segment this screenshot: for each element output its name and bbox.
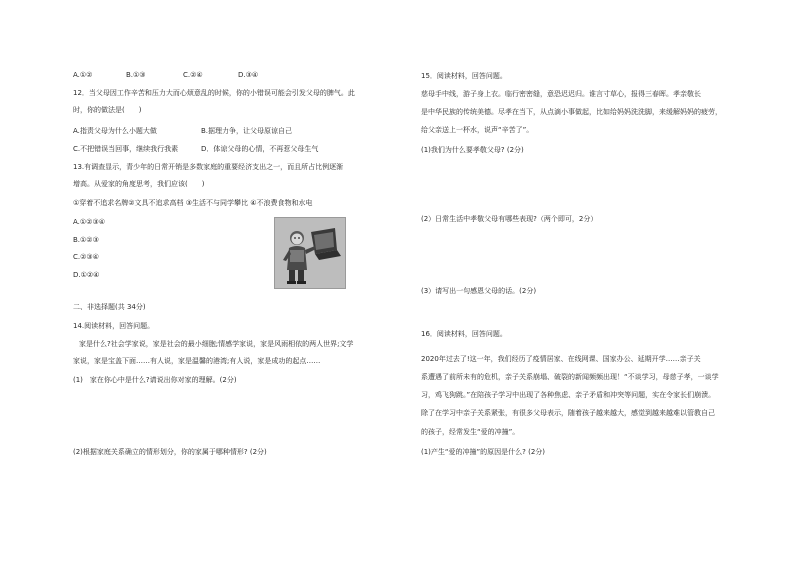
q14-para-line1: 家是什么?社会学家说，家是社会的最小细胞;情感学家说，家是风雨相依的两人世界;文学 xyxy=(79,340,354,348)
q16-para-line1: 2020年过去了!这一年，我们经历了疫情居家、在线网课、国家办公、延期开学……亲子关 xyxy=(421,355,701,363)
q16-sub1: (1)产生“爱的冲撞”的原因是什么? (2分) xyxy=(421,448,546,456)
student-laptop-icon xyxy=(275,218,345,288)
q11-option-c: C.②④ xyxy=(183,71,203,79)
q14-sub1: (1) 家在你心中是什么?请说出你对家的理解。(2分) xyxy=(73,376,237,384)
q12-stem-line1: 12．当父母因工作辛苦和压力大而心烦意乱的时候，你的小错误可能会引发父母的脾气。此 xyxy=(73,89,355,97)
q15-sub2: (2）日常生活中孝敬父母有哪些表现?（两个即可，2分） xyxy=(421,215,598,223)
q11-option-d: D.③④ xyxy=(238,71,259,79)
q13-option-c: C.②③④ xyxy=(73,253,99,261)
q14-para-line2: 家说，家是宝盖下面……有人说，家是温馨的港湾;有人说，家是成功的起点…… xyxy=(73,357,321,365)
q16-para-line4: 除了在学习中亲子关系紧张，有很多父母表示，随着孩子越来越大，感觉到越来越难以管教自己 xyxy=(421,409,715,417)
q14-title: 14.阅读材料，回答问题。 xyxy=(73,322,155,330)
student-laptop-illustration xyxy=(274,217,346,289)
q13-stem-line1: 13.有调查显示，青少年的日常开销是多数家庭的重要经济支出之一，而且所占比例逐渐 xyxy=(73,163,344,171)
q14-sub2: (2)根据家庭关系确立的情形划分，你的家属于哪种情形? (2分) xyxy=(73,448,267,456)
q12-option-c: C.不把错误当回事，继续我行我素 xyxy=(73,145,179,153)
q16-title: 16．阅读材料，回答问题。 xyxy=(421,330,507,338)
q15-para-line3: 给父亲送上一杯水，说声“辛苦了”。 xyxy=(421,126,534,134)
section-2-heading: 二、非选择题(共 34分) xyxy=(73,303,146,311)
q12-option-d: D．体谅父母的心情，不再惹父母生气 xyxy=(201,145,319,153)
q13-stem-line2: 增高。从爱家的角度思考，我们应该( ) xyxy=(73,180,205,188)
q11-option-b: B.①③ xyxy=(126,71,146,79)
q12-stem-line2: 时，你的做法是( ) xyxy=(73,106,142,114)
q15-para-line1: 慈母手中线，游子身上衣。临行密密缝，意恐迟迟归。谁言寸草心，报得三春晖。孝亲敬长 xyxy=(421,90,701,98)
q16-para-line2: 系遭遇了前所未有的危机，亲子关系崩塌、破裂的新闻频频出现！“不谈学习，母慈子孝，一谈学 xyxy=(421,373,719,381)
q13-option-a: A.①②③④ xyxy=(73,218,105,226)
q16-para-line5: 的孩子，经常发生“爱的冲撞”。 xyxy=(421,428,520,436)
q15-title: 15．阅读材料，回答问题。 xyxy=(421,72,507,80)
q12-option-a: A.指责父母为什么小题大做 xyxy=(73,127,157,135)
q15-sub1: (1)我们为什么要孝敬父母? (2分) xyxy=(421,146,524,154)
q12-option-b: B.据理力争，让父母原谅自己 xyxy=(201,127,293,135)
q16-para-line3: 习，鸡飞狗跳。”在陪孩子学习中出现了各种焦虑、亲子矛盾和冲突等问题，实在令家长们崩溃。 xyxy=(421,391,716,399)
q13-option-d: D.①②④ xyxy=(73,271,100,279)
q15-sub3: (3）请写出一句感恩父母的话。(2分) xyxy=(421,287,537,295)
q15-para-line2: 是中华民族的传统美德。尽孝在当下，从点滴小事做起，比如给妈妈洗洗脚，来缓解妈妈的疲劳， xyxy=(421,108,722,116)
q11-option-a: A.①② xyxy=(73,71,93,79)
q13-option-b: B.①②③ xyxy=(73,236,99,244)
q13-items: ①穿着不追求名牌②文具不追求高档 ③生活不与同学攀比 ④不浪费食物和水电 xyxy=(73,199,313,207)
